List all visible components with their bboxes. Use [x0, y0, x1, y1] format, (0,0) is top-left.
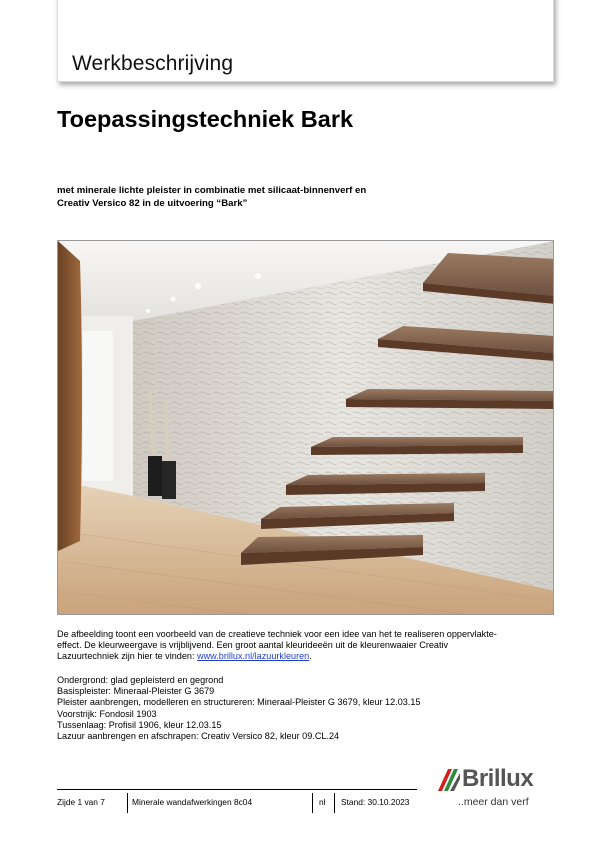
description-line-3-text: Lazuurtechniek zijn hier te vinden:	[57, 651, 198, 662]
description-line-2: effect. De kleurweergave is vrijblijvend. Een groot aantal kleurideeën uit de kleurenwaaier Creativ	[57, 640, 449, 651]
footer-date: Stand: 30.10.2023	[341, 797, 410, 807]
description-line-3-end: .	[309, 651, 312, 662]
header-box	[57, 0, 554, 82]
spec-list	[57, 675, 557, 742]
brillux-logo	[436, 765, 554, 813]
footer-language: nl	[319, 797, 326, 807]
lazuurkleuren-link[interactable]: www.brillux.nl/lazuurkleuren	[197, 651, 310, 662]
footer-divider	[57, 789, 417, 790]
brillux-logo-tagline: ..meer dan verf	[458, 796, 529, 808]
subtitle-line-2: Creativ Versico 82 in de uitvoering “Bark”	[57, 198, 248, 209]
spec-pleister-aanbrengen: Pleister aanbrengen, modelleren en structureren: Mineraal-Pleister G 3679, kleur 12.03.15	[57, 697, 421, 708]
footer	[57, 793, 409, 813]
spec-tussenlaag: Tussenlaag: Profisil 1906, kleur 12.03.15	[57, 719, 222, 730]
image-description	[57, 629, 557, 663]
header-label: Werkbeschrijving	[72, 52, 234, 75]
subtitle	[57, 184, 477, 210]
footer-document: Minerale wandafwerkingen 8c04	[132, 797, 253, 807]
brillux-logo-name: Brillux	[462, 765, 534, 792]
spec-voorstrijk: Voorstrijk: Fondosil 1903	[57, 708, 157, 719]
brillux-logo-icon	[436, 767, 462, 793]
spec-ondergrond: Ondergrond: glad gepleisterd en gegrond	[57, 675, 224, 685]
subtitle-line-1: met minerale lichte pleister in combinatie met silicaat-binnenverf en	[57, 185, 367, 196]
spec-basispleister: Basispleister: Mineraal-Pleister G 3679	[57, 686, 215, 697]
page-title: Toepassingstechniek Bark	[57, 106, 354, 132]
description-line-1: De afbeelding toont een voorbeeld van de creatieve techniek voor een idee van het te realiseren oppervlakte-	[57, 629, 497, 639]
description-line-3	[57, 651, 557, 662]
spec-lazuur: Lazuur aanbrengen en afschrapen: Creativ Versico 82, kleur 09.CL.24	[57, 731, 340, 742]
footer-page: Zijde 1 van 7	[57, 797, 105, 807]
staircase-photo	[57, 240, 554, 615]
